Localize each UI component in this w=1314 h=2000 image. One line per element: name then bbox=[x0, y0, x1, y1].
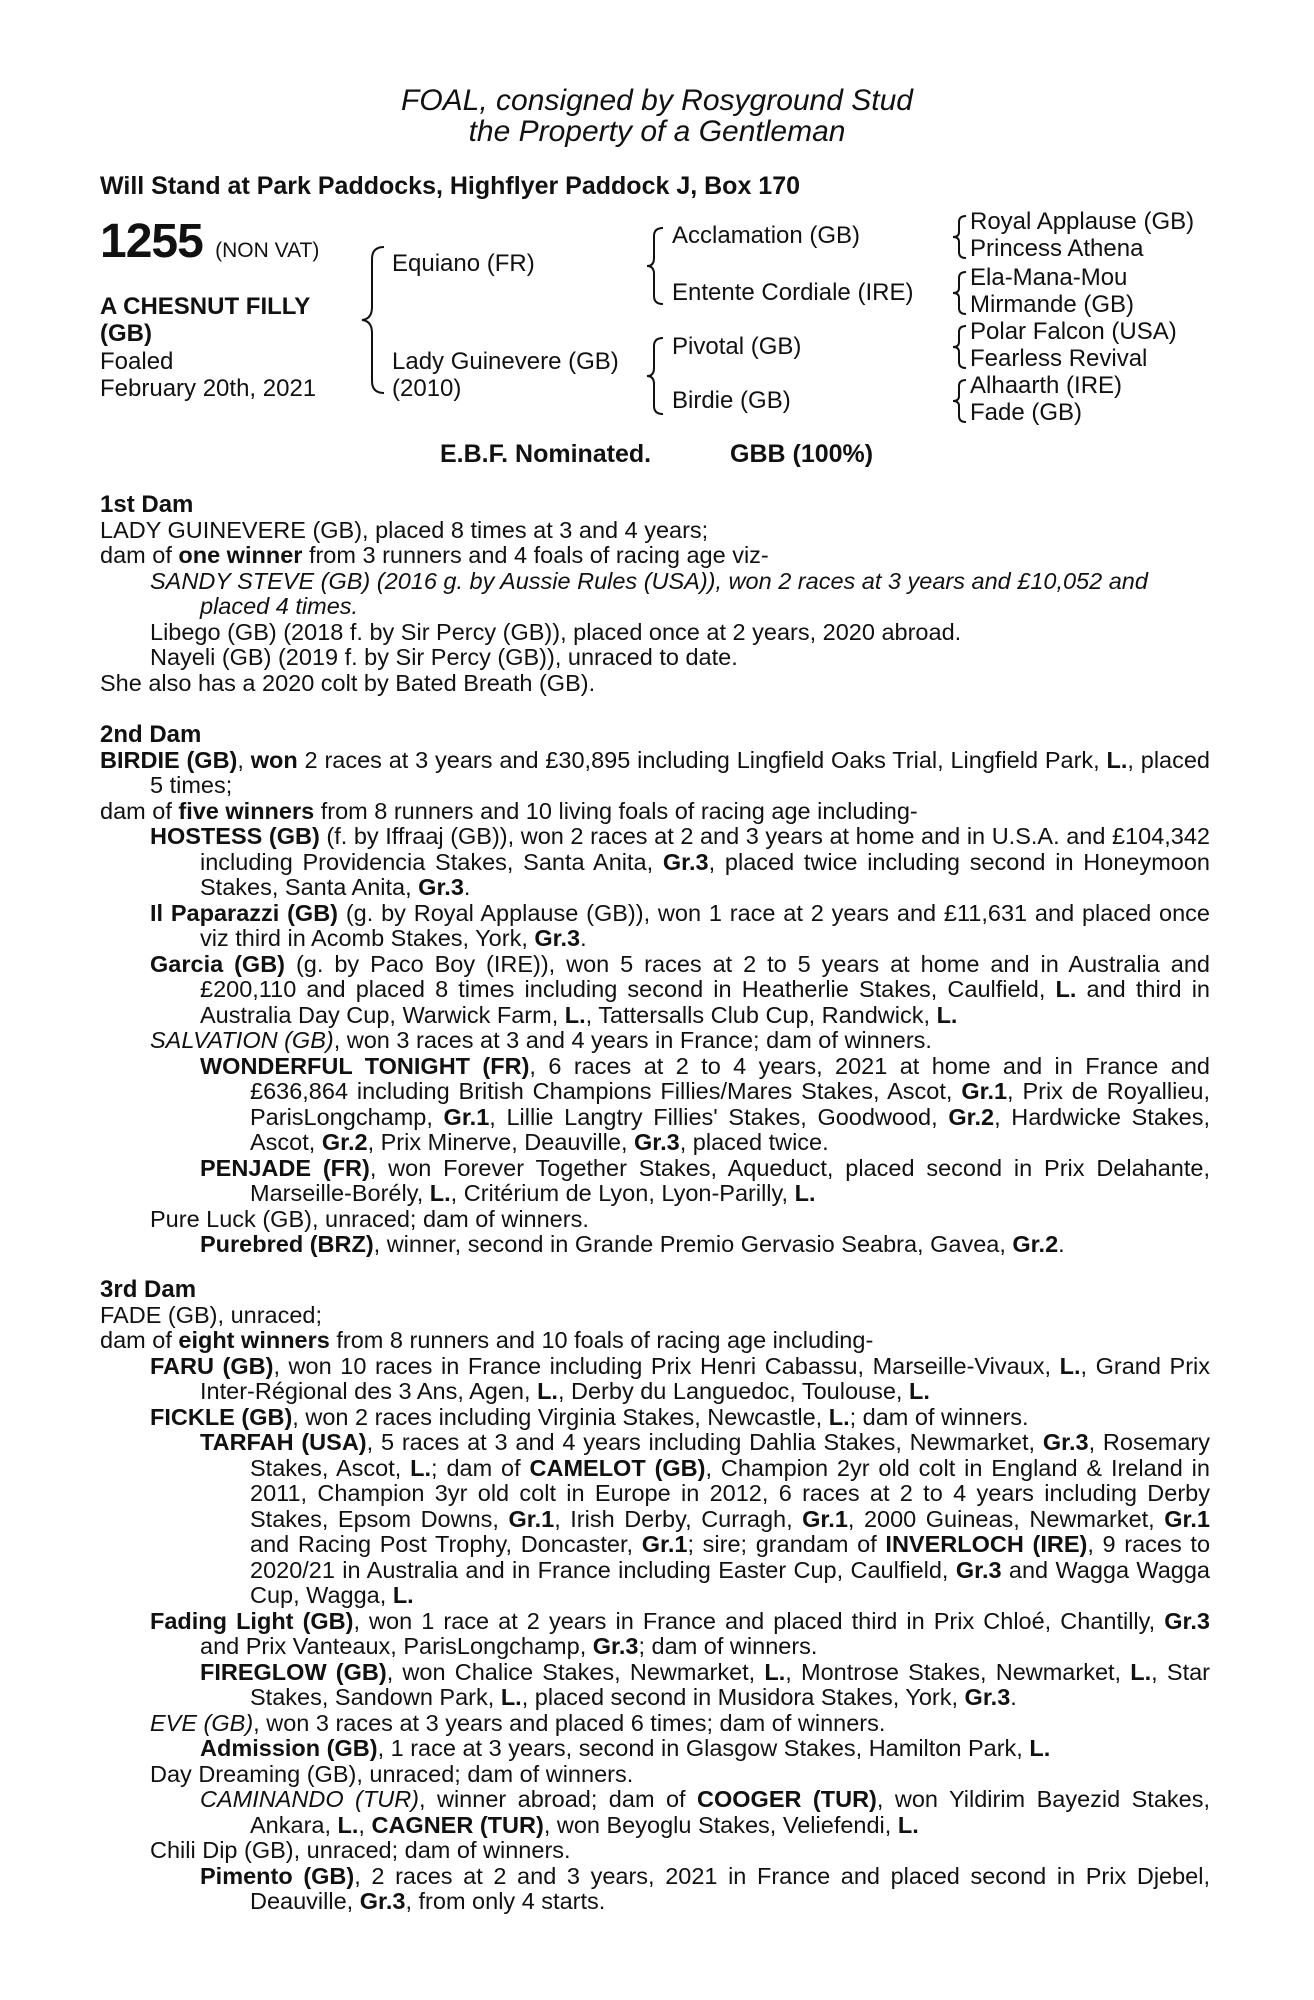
second-dam-record: dam of five winners from 8 runners and 10 living foals of racing age including- bbox=[100, 797, 918, 824]
first-dam-line: LADY GUINEVERE (GB), placed 8 times at 3 and 4 years; bbox=[100, 516, 709, 543]
second-dam-line: BIRDIE (GB), won 2 races at 3 years and £30,895 including Lingfield Oaks Trial, Lingfield Park, L., placed 5 times; bbox=[100, 746, 1211, 798]
sire-dam: Entente Cordiale (IRE) bbox=[672, 279, 914, 306]
first-dam-note: She also has a 2020 colt by Bated Breath (GB). bbox=[100, 669, 596, 696]
progeny-entry: Libego (GB) (2018 f. by Sir Percy (GB)), placed once at 2 years, 2020 abroad. bbox=[150, 618, 962, 645]
progeny-entry: Il Paparazzi (GB) (g. by Royal Applause (GB)), won 1 race at 2 years and £11,631 and placed once viz third in Acomb Stakes, York, Gr.3. bbox=[150, 899, 1210, 951]
progeny-entry: SANDY STEVE (GB) (2016 g. by Aussie Rules (USA)), won 2 races at 3 years and £10,052 and placed 4 times. bbox=[150, 567, 1148, 619]
dam-sire: Pivotal (GB) bbox=[672, 333, 802, 360]
ped-sdd: Mirmande (GB) bbox=[970, 291, 1135, 318]
grand-progeny-entry: FIREGLOW (GB), won Chalice Stakes, Newmarket, L., Montrose Stakes, Newmarket, L., Star Stakes, Sandown Park, L., placed second in Musidora Stakes, York, Gr.3. bbox=[200, 1658, 1210, 1710]
brace-sd bbox=[950, 270, 970, 316]
horse-country: (GB) bbox=[100, 320, 152, 347]
grand-progeny-entry: WONDERFUL TONIGHT (FR), 6 races at 2 to 4 years, 2021 at home and in France and £636,864 including British Champions Fillies/Mares Stakes, Ascot, Gr.1, Prix de Royallieu, ParisLongchamp, Gr.1, Lillie Langtry Fillies' Stakes, Goodwood, Gr.2, Hardwicke Stakes, Ascot, Gr.2, Prix Minerve, Deauville, Gr.3, placed twice. bbox=[200, 1052, 1210, 1155]
progeny-entry: Pure Luck (GB), unraced; dam of winners. bbox=[150, 1205, 589, 1232]
brace-ss bbox=[950, 214, 970, 260]
progeny-entry: Garcia (GB) (g. by Paco Boy (IRE)), won 5 races at 2 to 5 years at home and in Australia and £200,110 and placed 8 times including second in Heatherlie Stakes, Caulfield, L. and third in Australia Day Cup, Warwick Farm, L., Tattersalls Club Cup, Randwick, L. bbox=[150, 950, 1210, 1028]
third-dam-heading: 3rd Dam bbox=[100, 1276, 197, 1303]
grand-progeny-entry: Purebred (BRZ), winner, second in Grande Premio Gervasio Seabra, Gavea, Gr.2. bbox=[200, 1231, 1065, 1257]
sire-sire: Acclamation (GB) bbox=[672, 222, 861, 249]
ped-dsd: Fearless Revival bbox=[970, 345, 1148, 372]
ped-dss: Polar Falcon (USA) bbox=[970, 318, 1177, 345]
lot-number bbox=[100, 214, 319, 269]
first-dam-section bbox=[100, 492, 1210, 696]
pedigree-brace-sire bbox=[645, 226, 667, 306]
stand-location: Will Stand at Park Paddocks, Highflyer Paddock J, Box 170 bbox=[100, 172, 800, 200]
third-dam-record: dam of eight winners from 8 runners and 10 foals of racing age including- bbox=[100, 1327, 874, 1353]
ped-ssd: Princess Athena bbox=[970, 235, 1144, 262]
progeny-entry: EVE (GB), won 3 races at 3 years and placed 6 times; dam of winners. bbox=[150, 1709, 886, 1736]
third-dam-line: FADE (GB), unraced; bbox=[100, 1301, 323, 1328]
brace-dd bbox=[950, 378, 970, 424]
grand-progeny-entry: TARFAH (USA), 5 races at 3 and 4 years including Dahlia Stakes, Newmarket, Gr.3, Rosemary Stakes, Ascot, L.; dam of CAMELOT (GB), Champion 2yr old colt in England & Ireland in 2011, Champion 3yr old colt in Europe in 2012, 6 races at 2 to 4 years including Derby Stakes, Epsom Downs, Gr.1, Irish Derby, Curragh, Gr.1, 2000 Guineas, Newmarket, Gr.1 and Racing Post Trophy, Doncaster, Gr.1; sire; grandam of INVERLOCH (IRE), 9 races to 2020/21 in Australia and in France including Easter Cup, Caulfield, Gr.3 and Wagga Wagga Cup, Wagga, L. bbox=[200, 1429, 1211, 1608]
progeny-entry: Fading Light (GB), won 1 race at 2 years in France and placed third in Prix Chloé, Chantilly, Gr.3 and Prix Vanteaux, ParisLongchamp, Gr.3; dam of winners. bbox=[150, 1607, 1210, 1659]
lot-number-value: 1255 bbox=[100, 215, 203, 268]
gbb-status: GBB (100%) bbox=[730, 440, 874, 468]
pedigree-brace-dam bbox=[645, 336, 667, 416]
ped-dds: Alhaarth (IRE) bbox=[970, 372, 1123, 399]
progeny-entry: FICKLE (GB), won 2 races including Virginia Stakes, Newcastle, L.; dam of winners. bbox=[150, 1403, 1029, 1430]
progeny-entry: SALVATION (GB), won 3 races at 3 and 4 years in France; dam of winners. bbox=[150, 1027, 932, 1053]
ped-sss: Royal Applause (GB) bbox=[970, 208, 1195, 235]
ped-sds: Ela-Mana-Mou bbox=[970, 264, 1128, 291]
brace-ds bbox=[950, 324, 970, 370]
progeny-entry: Day Dreaming (GB), unraced; dam of winners. bbox=[150, 1760, 634, 1787]
grand-progeny-entry: CAMINANDO (TUR), winner abroad; dam of COOGER (TUR), won Yildirim Bayezid Stakes, Ankara, L., CAGNER (TUR), won Beyoglu Stakes, Veliefendi, L. bbox=[200, 1786, 1211, 1838]
progeny-entry: Nayeli (GB) (2019 f. by Sir Percy (GB)), unraced to date. bbox=[150, 644, 738, 670]
third-dam-section bbox=[100, 1277, 1210, 1915]
ped-ddd: Fade (GB) bbox=[970, 399, 1083, 426]
pedigree-brace-main bbox=[360, 245, 390, 395]
first-dam-heading: 1st Dam bbox=[100, 491, 194, 518]
grand-progeny-entry: Admission (GB), 1 race at 3 years, second in Glasgow Stakes, Hamilton Park, L. bbox=[200, 1735, 1051, 1761]
foaled-label: Foaled bbox=[100, 348, 174, 375]
sire-name: Equiano (FR) bbox=[392, 250, 535, 277]
second-dam-heading: 2nd Dam bbox=[100, 721, 202, 748]
grand-progeny-entry: Pimento (GB), 2 races at 2 and 3 years, 2021 in France and placed second in Prix Djebel, Deauville, Gr.3, from only 4 starts. bbox=[200, 1862, 1211, 1914]
foaled-date: February 20th, 2021 bbox=[100, 375, 317, 402]
consignor-line: FOAL, consigned by Rosyground Stud bbox=[401, 84, 913, 117]
horse-description: A CHESNUT FILLY bbox=[100, 293, 311, 320]
progeny-entry: Chili Dip (GB), unraced; dam of winners. bbox=[150, 1837, 571, 1863]
property-line: the Property of a Gentleman bbox=[468, 115, 846, 148]
grand-progeny-entry: PENJADE (FR), won Forever Together Stakes, Aqueduct, placed second in Prix Delahante, Marseille-Borély, L., Critérium de Lyon, Lyon-Parilly, L. bbox=[200, 1154, 1210, 1206]
dam-year: (2010) bbox=[392, 375, 462, 402]
progeny-entry: FARU (GB), won 10 races in France including Prix Henri Cabassu, Marseille-Vivaux, L., Grand Prix Inter-Régional des 3 Ans, Agen, L., Derby du Languedoc, Toulouse, L. bbox=[150, 1352, 1210, 1404]
dam-name: Lady Guinevere (GB) bbox=[392, 348, 619, 375]
vat-note: (NON VAT) bbox=[215, 239, 320, 262]
dam-dam: Birdie (GB) bbox=[672, 387, 791, 414]
progeny-entry: HOSTESS (GB) (f. by Iffraaj (GB)), won 2 races at 2 and 3 years at home and in U.S.A. and £104,342 including Providencia Stakes, Santa Anita, Gr.3, placed twice including second in Honeymoon Stakes, Santa Anita, Gr.3. bbox=[150, 823, 1210, 900]
ebf-nomination: E.B.F. Nominated. bbox=[440, 440, 652, 468]
second-dam-section bbox=[100, 722, 1210, 1258]
first-dam-record: dam of one winner from 3 runners and 4 foals of racing age viz- bbox=[100, 542, 769, 568]
